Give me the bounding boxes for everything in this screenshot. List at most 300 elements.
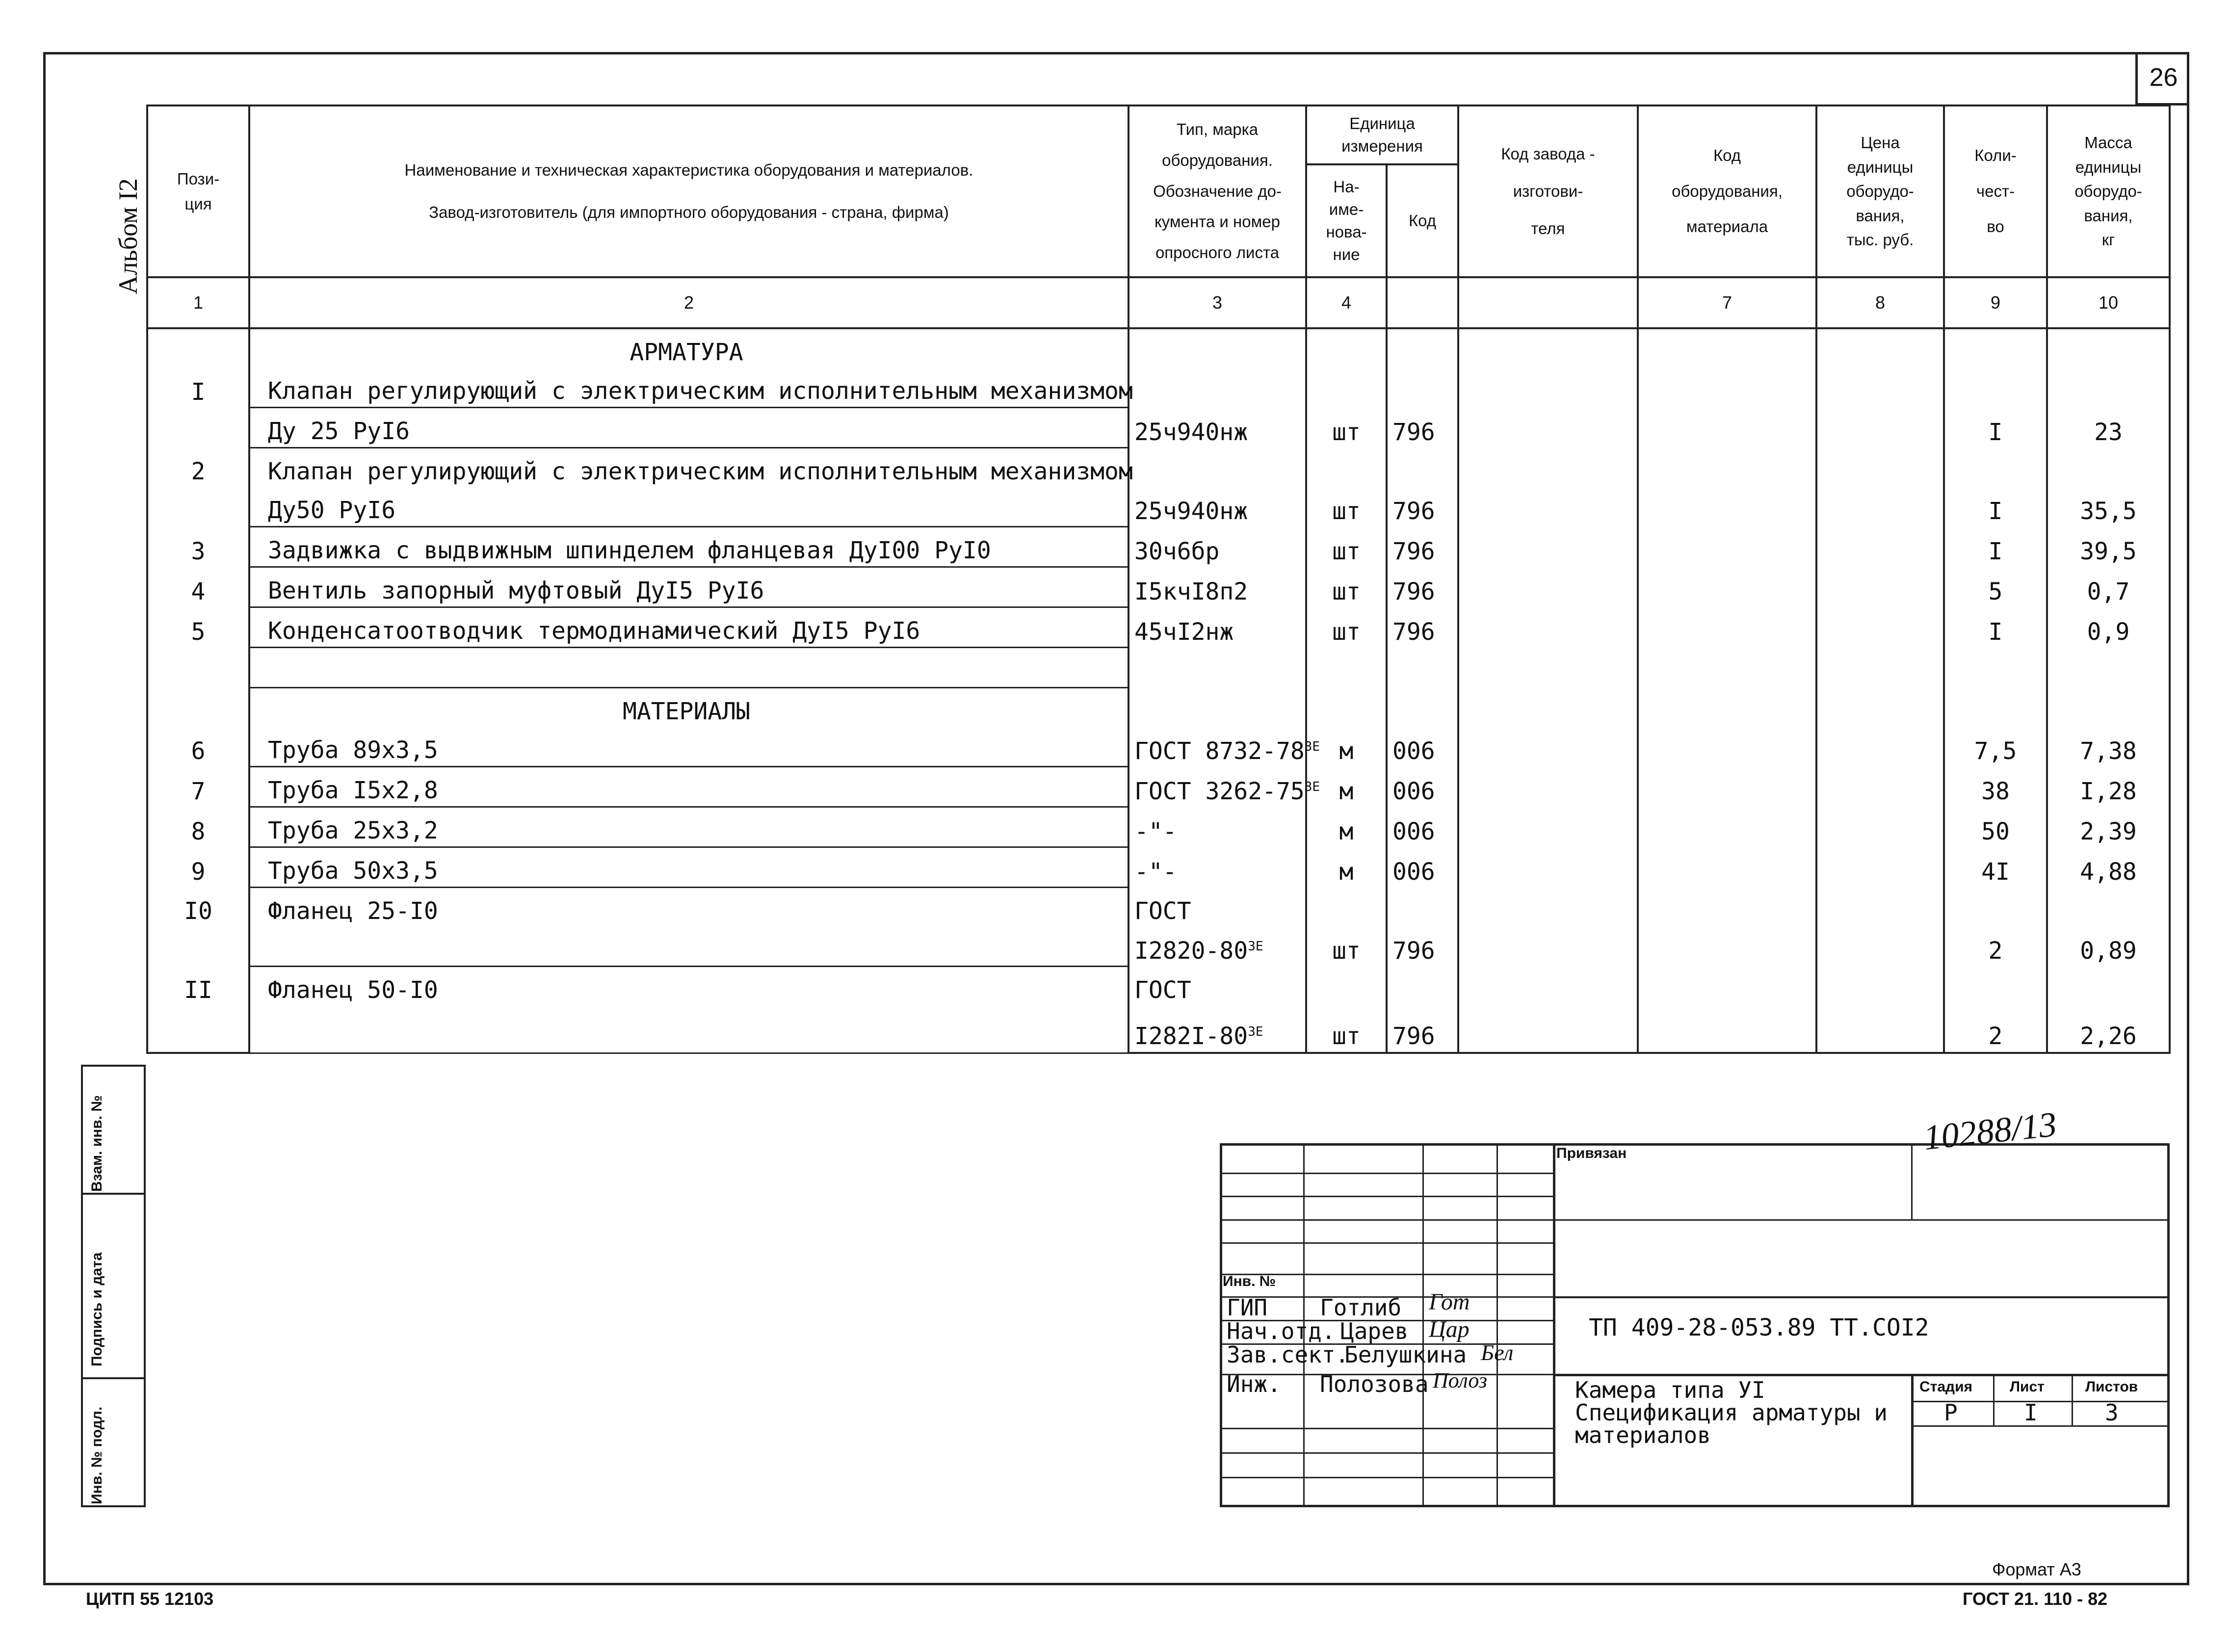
cell-mass	[2047, 567, 2170, 607]
signer-name-4: Полозова	[1320, 1371, 1429, 1397]
cell-quantity-text: 5	[1988, 577, 2003, 605]
cell-position-text: I0	[184, 897, 212, 925]
cell-quantity-text: 2	[1988, 937, 2003, 965]
cell-position-text: 8	[191, 817, 206, 845]
cell-unit-code-text: 796	[1392, 1023, 1435, 1050]
cell-position	[147, 408, 249, 448]
cell-equip-code	[1638, 888, 1816, 927]
cell-unit-text: шт	[1332, 537, 1361, 565]
cell-factory-code	[1458, 888, 1638, 927]
cell-unit	[1306, 847, 1387, 888]
cell-mass-text: 23	[2094, 418, 2123, 446]
side-box-podp	[81, 1193, 146, 1379]
signer-name-1: Готлиб	[1320, 1294, 1402, 1321]
side-label-podp: Подпись и дата	[89, 1252, 105, 1366]
cell-quantity	[1944, 967, 2047, 1006]
cell-type	[1129, 648, 1306, 688]
cell-price	[1816, 888, 1944, 927]
cell-equip-code	[1638, 527, 1816, 567]
cell-name-text: Фланец 25-I0	[268, 897, 438, 925]
cell-name	[249, 888, 1129, 927]
cell-name	[249, 408, 1129, 448]
cell-quantity-text: 2	[1988, 1023, 2003, 1050]
cell-mass	[2047, 487, 2170, 527]
cell-unit-code	[1387, 607, 1458, 648]
document-code: ТП 409-28-053.89 ТТ.СОI2	[1589, 1314, 1929, 1341]
cell-quantity	[1944, 368, 2047, 408]
side-box-vzam	[81, 1065, 146, 1195]
cell-equip-code	[1638, 607, 1816, 648]
cell-unit-code	[1387, 767, 1458, 807]
cell-quantity	[1944, 408, 2047, 448]
cell-type	[1129, 727, 1320, 767]
cell-unit-text: м	[1339, 737, 1354, 765]
col-num: 1	[147, 277, 249, 328]
cell-factory-code	[1458, 727, 1638, 767]
cell-mass	[2047, 368, 2170, 408]
cell-position	[147, 448, 249, 488]
cell-name	[249, 927, 1129, 967]
cell-price	[1816, 527, 1944, 567]
cell-unit	[1306, 607, 1387, 648]
cell-position	[147, 487, 249, 527]
sheet-label: Лист	[2010, 1379, 2045, 1395]
cell-type	[1129, 448, 1306, 488]
cell-unit-code-text: 006	[1392, 777, 1435, 805]
table-row	[147, 688, 2170, 728]
cell-quantity	[1944, 807, 2047, 847]
cell-unit	[1306, 688, 1387, 728]
cell-equip-code	[1638, 967, 1816, 1006]
cell-unit-text: шт	[1332, 577, 1361, 605]
cell-quantity	[1944, 888, 2047, 927]
cell-price	[1816, 328, 1944, 368]
cell-position	[147, 807, 249, 847]
col-num: 4	[1306, 277, 1387, 328]
cell-type	[1129, 607, 1306, 648]
cell-position	[147, 927, 249, 967]
cell-price	[1816, 807, 1944, 847]
sheets-value: 3	[2105, 1399, 2119, 1426]
cell-mass	[2047, 408, 2170, 448]
cell-unit-code	[1387, 807, 1458, 847]
specification-table	[146, 105, 2171, 1054]
cell-quantity	[1944, 328, 2047, 368]
cell-type	[1129, 328, 1306, 368]
cell-name-text: Труба 25х3,2	[268, 817, 438, 844]
cell-mass-text: 2,39	[2080, 817, 2137, 845]
cell-equip-code	[1638, 688, 1816, 728]
table-row	[147, 527, 2170, 567]
cell-unit-text: шт	[1332, 497, 1361, 525]
table-row	[147, 607, 2170, 648]
cell-unit-code-text: 796	[1392, 577, 1435, 605]
cell-position-text: 9	[191, 858, 206, 886]
cell-name-text: Клапан регулирующий с электрическим исполнительным механизмом	[268, 458, 1133, 485]
cell-quantity	[1944, 727, 2047, 767]
signer-role-3: Зав.сект.	[1227, 1341, 1349, 1368]
header-quantity: Коли- чест- во	[1944, 105, 2047, 277]
cell-factory-code	[1458, 527, 1638, 567]
cell-name-text: Задвижка с выдвижным шпинделем фланцевая ДуI00 РуI0	[268, 537, 991, 564]
cell-type	[1129, 767, 1320, 807]
cell-quantity	[1944, 607, 2047, 648]
cell-factory-code	[1458, 1006, 1638, 1053]
cell-unit	[1306, 328, 1387, 368]
cell-mass	[2047, 847, 2170, 888]
cell-type-text: ГОСТ	[1134, 976, 1191, 1004]
cell-factory-code	[1458, 967, 1638, 1006]
cell-type	[1129, 1006, 1306, 1053]
signer-name-3: Белушкина	[1344, 1341, 1467, 1368]
cell-equip-code	[1638, 328, 1816, 368]
cell-unit-code	[1387, 408, 1458, 448]
cell-unit-text: шт	[1332, 1023, 1361, 1050]
cell-price	[1816, 967, 1944, 1006]
cell-unit-code	[1387, 648, 1458, 688]
cell-unit	[1306, 408, 1387, 448]
cell-factory-code	[1458, 648, 1638, 688]
cell-name	[249, 567, 1129, 607]
cell-type	[1129, 527, 1306, 567]
cell-unit-code-text: 006	[1392, 858, 1435, 886]
header-factory-code: Код завода - изготови- теля	[1458, 105, 1638, 277]
cell-position	[147, 767, 249, 807]
cell-type-text: ГОСТ	[1134, 897, 1191, 925]
cell-equip-code	[1638, 1006, 1816, 1053]
signature-4: Полоз	[1433, 1368, 1487, 1392]
cell-quantity-text: 50	[1981, 817, 2010, 845]
inv-no-label: Инв. №	[1223, 1273, 1276, 1289]
cell-type	[1129, 567, 1306, 607]
col-num: 2	[249, 277, 1129, 328]
cell-position	[147, 847, 249, 888]
cell-unit-code-text: 796	[1392, 537, 1435, 565]
cell-unit-code	[1387, 727, 1458, 767]
cell-name-text: Ду50 РуI6	[268, 497, 396, 524]
cell-mass	[2047, 967, 2170, 1006]
cell-unit-code	[1387, 368, 1458, 408]
table-row	[147, 967, 2170, 1006]
table-row	[147, 847, 2170, 888]
cell-name-text: АРМАТУРА	[630, 339, 743, 366]
cell-position	[147, 607, 249, 648]
cell-quantity-text: 4I	[1981, 858, 2010, 886]
privyazan-label: Привязан	[1556, 1145, 1627, 1161]
cell-position-text: 7	[191, 777, 206, 805]
stage-label: Стадия	[1919, 1379, 1973, 1395]
cell-name	[249, 328, 1129, 368]
cell-quantity	[1944, 688, 2047, 728]
header-type: Тип, марка оборудования. Обозначение до- кумента и номер опросного листа	[1129, 105, 1306, 277]
side-box-inv	[81, 1377, 146, 1507]
cell-price	[1816, 487, 1944, 527]
cell-price	[1816, 408, 1944, 448]
cell-unit	[1306, 648, 1387, 688]
cell-type-text: I5кчI8п2	[1134, 577, 1248, 605]
header-name-line1: Наименование и техническая характеристика оборудования и материалов.	[404, 161, 973, 180]
cell-name	[249, 688, 1129, 728]
cell-unit-code	[1387, 487, 1458, 527]
header-unit: Единица измерения	[1306, 105, 1458, 164]
sheets-label: Листов	[2085, 1379, 2138, 1395]
col-num	[1458, 277, 1638, 328]
col-num: 9	[1944, 277, 2047, 328]
cell-unit	[1306, 807, 1387, 847]
cell-mass-text: I,28	[2080, 777, 2137, 805]
gost-label: ГОСТ 21. 110 - 82	[1963, 1589, 2108, 1609]
cell-mass-text: 7,38	[2080, 737, 2137, 765]
cell-unit	[1306, 448, 1387, 488]
signer-role-2: Нач.отд.	[1227, 1318, 1336, 1344]
cell-position-text: 5	[191, 618, 206, 646]
cell-name	[249, 847, 1129, 888]
cell-unit-code-text: 796	[1392, 618, 1435, 646]
cell-position	[147, 648, 249, 688]
cell-price	[1816, 688, 1944, 728]
cell-name	[249, 767, 1129, 807]
cell-type-text: ГОСТ 3262-75	[1134, 777, 1305, 805]
table-row	[147, 807, 2170, 847]
cell-unit	[1306, 1006, 1387, 1053]
header-unit-code: Код	[1387, 164, 1458, 277]
cell-unit-text: шт	[1332, 937, 1361, 965]
cell-quantity-text: 38	[1981, 777, 2010, 805]
cell-position-text: I	[191, 378, 206, 406]
cell-mass	[2047, 727, 2170, 767]
cell-factory-code	[1458, 927, 1638, 967]
table-row	[147, 727, 2170, 767]
cell-name-text: Фланец 50-I0	[268, 976, 438, 1004]
cell-position	[147, 1006, 249, 1053]
cell-type	[1129, 368, 1306, 408]
cell-price	[1816, 1006, 1944, 1053]
col-num	[1387, 277, 1458, 328]
cell-unit-code	[1387, 328, 1458, 368]
cell-mass-text: 39,5	[2080, 537, 2137, 565]
cell-equip-code	[1638, 448, 1816, 488]
cell-position-text: II	[184, 976, 212, 1004]
cell-equip-code	[1638, 368, 1816, 408]
table-row	[147, 487, 2170, 527]
cell-mass-text: 0,89	[2080, 937, 2137, 965]
cell-quantity-text: I	[1988, 497, 2003, 525]
cell-type-superscript: ЗЕ	[1304, 739, 1320, 754]
cell-position	[147, 688, 249, 728]
format-label: Формат А3	[1992, 1559, 2081, 1579]
table-row	[147, 888, 2170, 927]
cell-unit-text: м	[1339, 858, 1354, 886]
cell-unit	[1306, 487, 1387, 527]
cell-factory-code	[1458, 448, 1638, 488]
stage-value: Р	[1944, 1399, 1958, 1426]
cell-mass-text: 35,5	[2080, 497, 2137, 525]
cell-mass	[2047, 927, 2170, 967]
page-number: 26	[2135, 52, 2189, 105]
ref-number: 10288/13	[1921, 1104, 2059, 1158]
col-num: 8	[1816, 277, 1944, 328]
cell-unit	[1306, 888, 1387, 927]
cell-mass	[2047, 648, 2170, 688]
cell-price	[1816, 648, 1944, 688]
cell-equip-code	[1638, 648, 1816, 688]
col-num: 3	[1129, 277, 1306, 328]
cell-position-text: 4	[191, 577, 206, 605]
cell-factory-code	[1458, 607, 1638, 648]
table-row	[147, 648, 2170, 688]
cell-unit-code	[1387, 888, 1458, 927]
cell-unit	[1306, 967, 1387, 1006]
table-row	[147, 368, 2170, 408]
cell-mass	[2047, 607, 2170, 648]
cell-factory-code	[1458, 767, 1638, 807]
signature-3: Бел	[1481, 1340, 1514, 1365]
cell-position	[147, 328, 249, 368]
cell-factory-code	[1458, 408, 1638, 448]
table-row	[147, 927, 2170, 967]
cell-quantity	[1944, 648, 2047, 688]
cell-quantity	[1944, 567, 2047, 607]
cell-unit-code-text: 796	[1392, 497, 1435, 525]
cell-type-superscript: ЗЕ	[1304, 779, 1320, 794]
header-position: Пози- ция	[147, 105, 249, 277]
cell-price	[1816, 847, 1944, 888]
signer-name-2: Царев	[1340, 1318, 1409, 1344]
cell-unit-code	[1387, 967, 1458, 1006]
column-numbers-row	[147, 277, 2170, 328]
cell-quantity	[1944, 448, 2047, 488]
title-line-1: Камера типа УI	[1575, 1377, 1765, 1403]
header-mass: Масса единицы оборудо- вания, кг	[2047, 105, 2170, 277]
cell-name	[249, 368, 1133, 408]
cell-equip-code	[1638, 487, 1816, 527]
cell-unit-code	[1387, 847, 1458, 888]
cell-name-text: Конденсатоотводчик термодинамический ДуI5 РуI6	[268, 617, 920, 645]
cell-name	[249, 527, 1129, 567]
cell-quantity	[1944, 1006, 2047, 1053]
cell-quantity-text: 7,5	[1974, 737, 2017, 765]
cell-quantity	[1944, 487, 2047, 527]
cell-price	[1816, 767, 1944, 807]
header-name-line2: Завод-изготовитель (для импортного оборудования - страна, фирма)	[429, 203, 949, 221]
cell-position	[147, 888, 249, 927]
table-row	[147, 767, 2170, 807]
cell-type	[1129, 688, 1306, 728]
cell-unit	[1306, 567, 1387, 607]
cell-price	[1816, 368, 1944, 408]
cell-unit-text: м	[1339, 817, 1354, 845]
sheet-value: I	[2024, 1399, 2038, 1426]
cell-price	[1816, 727, 1944, 767]
cell-factory-code	[1458, 368, 1638, 408]
header-name	[249, 105, 1129, 277]
cell-unit-code-text: 796	[1392, 937, 1435, 965]
cell-unit-text: шт	[1332, 618, 1361, 646]
cell-quantity	[1944, 847, 2047, 888]
table-row	[147, 408, 2170, 448]
cell-name	[249, 1006, 1129, 1053]
cell-equip-code	[1638, 727, 1816, 767]
cell-price	[1816, 927, 1944, 967]
col-num: 7	[1638, 277, 1816, 328]
signer-role-4: Инж.	[1227, 1371, 1281, 1397]
cell-type-text: I282I-80	[1134, 1023, 1248, 1050]
cell-position-text: 6	[191, 737, 206, 765]
cell-type-text: I2820-80	[1134, 937, 1248, 965]
cell-type-text: 30ч6бр	[1134, 537, 1220, 565]
cell-quantity	[1944, 927, 2047, 967]
cell-factory-code	[1458, 487, 1638, 527]
cell-unit	[1306, 368, 1387, 408]
table-row	[147, 1006, 2170, 1053]
cell-mass-text: 0,9	[2087, 618, 2130, 646]
cell-name-text: Вентиль запорный муфтовый ДуI5 РуI6	[268, 577, 764, 604]
cell-position	[147, 727, 249, 767]
side-label-inv: Инв. № подл.	[89, 1406, 105, 1504]
header-unit-name: На- име- нова- ние	[1306, 164, 1387, 277]
cell-name	[249, 487, 1129, 527]
cell-type-text: -"-	[1134, 858, 1177, 886]
cell-position	[147, 967, 249, 1006]
cell-name-text: Труба 89х3,5	[268, 736, 438, 764]
cell-name	[249, 727, 1129, 767]
cell-position-text: 2	[191, 458, 206, 485]
cell-unit-code	[1387, 927, 1458, 967]
header-equip-code: Код оборудования, материала	[1638, 105, 1816, 277]
cell-equip-code	[1638, 807, 1816, 847]
cell-type-text: 25ч940нж	[1134, 418, 1248, 446]
cell-mass	[2047, 328, 2170, 368]
cell-mass	[2047, 1006, 2170, 1053]
cell-type	[1129, 807, 1306, 847]
cell-type	[1129, 408, 1306, 448]
cell-name	[249, 807, 1129, 847]
signature-2: Цар	[1429, 1316, 1470, 1342]
cell-unit-code-text: 006	[1392, 817, 1435, 845]
cell-unit-code	[1387, 448, 1458, 488]
header-price: Цена единицы оборудо- вания, тыс. руб.	[1816, 105, 1944, 277]
cell-price	[1816, 567, 1944, 607]
cell-name	[249, 648, 1129, 688]
cell-position-text: 3	[191, 537, 206, 565]
table-row	[147, 448, 2170, 488]
col-num: 10	[2047, 277, 2170, 328]
cell-type	[1129, 487, 1306, 527]
cell-quantity	[1944, 767, 2047, 807]
cell-type-text: 45чI2нж	[1134, 618, 1234, 646]
cell-unit	[1306, 527, 1387, 567]
cell-equip-code	[1638, 567, 1816, 607]
cell-unit	[1306, 927, 1387, 967]
cell-type	[1129, 927, 1306, 967]
cell-type-text: 25ч940нж	[1134, 497, 1248, 525]
cell-name	[249, 448, 1133, 488]
cell-unit-code-text: 006	[1392, 737, 1435, 765]
cell-equip-code	[1638, 927, 1816, 967]
table-row	[147, 328, 2170, 368]
cell-name	[249, 967, 1129, 1006]
cell-factory-code	[1458, 847, 1638, 888]
cell-unit-code	[1387, 527, 1458, 567]
cell-quantity-text: I	[1988, 618, 2003, 646]
cell-factory-code	[1458, 567, 1638, 607]
cell-type-text: -"-	[1134, 817, 1177, 845]
cell-price	[1816, 607, 1944, 648]
cell-price	[1816, 448, 1944, 488]
cell-name-text: Клапан регулирующий с электрическим исполнительным механизмом	[268, 377, 1133, 405]
cell-name-text: МАТЕРИАЛЫ	[622, 698, 751, 725]
table-row	[147, 567, 2170, 607]
